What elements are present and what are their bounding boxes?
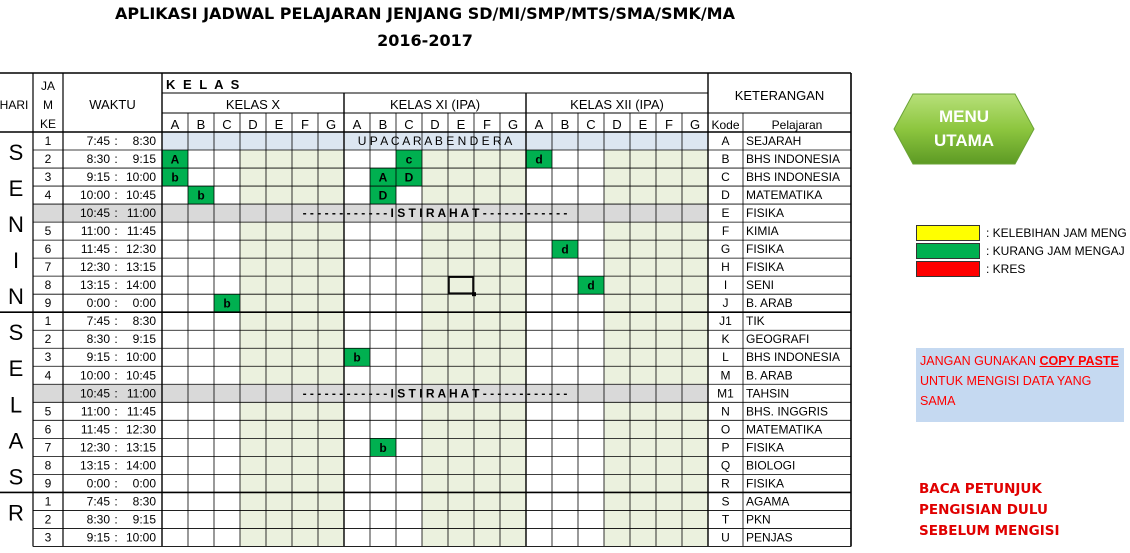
pelajaran-cell: B. ARAB <box>746 296 793 311</box>
waktu-end: 11:45 <box>126 224 156 239</box>
jam-number: 5 <box>44 404 52 419</box>
shaded-column <box>682 132 708 546</box>
pelajaran-cell: B. ARAB <box>746 368 793 383</box>
waktu-start: 10:00 <box>79 188 110 203</box>
day-letter: R <box>8 500 24 526</box>
keterangan-header: KETERANGAN <box>734 88 825 103</box>
day-letter: N <box>8 212 24 238</box>
waktu-start: 10:00 <box>79 368 110 383</box>
subclass-header: D <box>248 117 258 132</box>
kode-cell: E <box>721 206 730 221</box>
subclass-header: F <box>483 117 491 132</box>
subclass-header: E <box>456 117 466 132</box>
waktu-separator: : <box>114 440 118 455</box>
copy-paste-warning <box>916 348 1124 422</box>
shaded-column <box>422 132 448 546</box>
pelajaran-cell: MATEMATIKA <box>746 188 823 203</box>
waktu-separator: : <box>114 170 118 185</box>
jam-number: 5 <box>44 224 52 239</box>
shaded-column <box>318 132 344 546</box>
waktu-end: 13:15 <box>125 440 156 455</box>
kode-header: Kode <box>711 118 740 132</box>
kode-cell: J <box>722 296 729 311</box>
day-letter: S <box>8 464 24 490</box>
break-row-jam <box>33 384 63 402</box>
kode-cell: A <box>721 134 730 148</box>
day-letter: A <box>8 428 24 454</box>
pelajaran-cell: BHS INDONESIA <box>746 170 841 185</box>
day-letter: I <box>12 248 20 274</box>
pelajaran-cell: PKN <box>746 512 771 527</box>
jam-number: 1 <box>44 494 52 509</box>
kode-cell: J1 <box>719 314 732 329</box>
subclass-header: E <box>638 117 648 132</box>
schedule-cell-code: A <box>378 170 388 185</box>
kode-cell: Q <box>720 458 731 473</box>
kelas-header: K E L A S <box>166 77 242 92</box>
subclass-header: A <box>352 117 362 132</box>
kode-cell: M <box>720 368 731 383</box>
shaded-column <box>448 132 474 546</box>
subclass-header: F <box>301 117 309 132</box>
waktu-start: 8:30 <box>86 332 110 347</box>
jam-ke-header: JA <box>40 79 56 93</box>
readme-line2: PENGISIAN DULU <box>919 502 1048 518</box>
waktu-start: 13:15 <box>79 278 110 293</box>
subclass-header: E <box>274 117 284 132</box>
jam-number: 8 <box>44 278 52 293</box>
kelas-group-header: KELAS XII (IPA) <box>570 97 664 112</box>
waktu-end: 0:00 <box>132 476 156 491</box>
day-letter: S <box>8 320 24 346</box>
waktu-start: 11:45 <box>80 422 110 437</box>
waktu-end: 10:45 <box>125 188 156 203</box>
subclass-header: C <box>404 117 414 132</box>
pelajaran-cell: FISIKA <box>746 440 785 455</box>
subclass-header: D <box>430 117 440 132</box>
schedule-cell-code: d <box>535 152 543 167</box>
legend-swatch-yellow <box>916 225 980 241</box>
waktu-end: 10:00 <box>125 530 156 545</box>
waktu-end: 11:45 <box>126 404 156 419</box>
pelajaran-cell: BHS. INGGRIS <box>746 404 829 419</box>
day-letter: S <box>8 140 24 165</box>
pelajaran-cell: FISIKA <box>746 260 785 275</box>
kode-cell: B <box>721 152 730 167</box>
kode-cell: G <box>720 242 731 257</box>
break-row-jam <box>33 204 63 222</box>
waktu-start: 11:00 <box>80 224 110 239</box>
waktu-separator: : <box>114 350 118 365</box>
waktu-end: 9:15 <box>132 512 156 527</box>
waktu-end: 14:00 <box>125 458 156 473</box>
schedule-cell-code: A <box>170 152 180 167</box>
subclass-header: B <box>378 117 388 132</box>
waktu-separator: : <box>114 188 118 203</box>
waktu-end: 10:00 <box>125 170 156 185</box>
waktu-separator: : <box>114 314 118 329</box>
waktu-end: 0:00 <box>132 296 156 311</box>
schedule-cell-code: d <box>587 278 595 293</box>
pelajaran-cell: SENI <box>746 278 775 293</box>
warning-copy-paste: COPY PASTE <box>1039 354 1119 368</box>
legend-label-kres: : KRES <box>986 262 1026 276</box>
jam-number: 6 <box>44 422 52 437</box>
jam-number: 2 <box>44 152 52 167</box>
schedule-cell-code: b <box>353 350 361 365</box>
waktu-end: 9:15 <box>132 332 156 347</box>
kode-cell: I <box>723 278 728 293</box>
jam-number: 3 <box>44 530 52 545</box>
waktu-start: 8:30 <box>86 152 110 167</box>
waktu-separator: : <box>114 152 118 167</box>
warning-line1: JANGAN GUNAKAN <box>920 354 1040 368</box>
schedule-cell-code: c <box>405 152 413 167</box>
subclass-header: C <box>586 117 596 132</box>
waktu-separator: : <box>114 386 118 401</box>
waktu-header: WAKTU <box>89 97 136 112</box>
kode-cell: O <box>720 422 731 437</box>
kode-cell: M1 <box>717 386 734 401</box>
pelajaran-cell: SEJARAH <box>746 134 802 148</box>
waktu-start: 13:15 <box>79 458 110 473</box>
waktu-separator: : <box>114 476 118 491</box>
waktu-separator: : <box>114 242 118 257</box>
subclass-header: G <box>325 117 337 132</box>
waktu-separator: : <box>114 260 118 275</box>
waktu-start: 9:15 <box>86 530 110 545</box>
warning-line3: SAMA <box>920 394 956 408</box>
waktu-start: 0:00 <box>86 476 110 491</box>
fill-handle[interactable] <box>472 292 476 296</box>
kelas-group-header: KELAS XI (IPA) <box>389 97 481 112</box>
shaded-column <box>240 132 266 546</box>
pelajaran-cell: MATEMATIKA <box>746 422 823 437</box>
kode-cell: C <box>721 170 730 185</box>
waktu-end: 11:00 <box>126 386 156 401</box>
waktu-separator: : <box>114 530 118 545</box>
subclass-header: A <box>170 117 180 132</box>
waktu-end: 10:00 <box>125 350 156 365</box>
hari-header: HARI <box>0 98 29 112</box>
waktu-end: 10:45 <box>125 368 156 383</box>
shaded-column <box>656 132 682 546</box>
waktu-start: 7:45 <box>86 314 110 329</box>
pelajaran-cell: FISIKA <box>746 476 785 491</box>
waktu-start: 10:45 <box>79 386 110 401</box>
jam-number: 8 <box>44 458 52 473</box>
schedule-cell-code: b <box>379 440 387 455</box>
pelajaran-cell: BHS INDONESIA <box>746 350 841 365</box>
waktu-separator: : <box>114 296 118 311</box>
shaded-column <box>630 132 656 546</box>
subclass-header: A <box>534 117 544 132</box>
waktu-start: 11:45 <box>80 242 110 257</box>
jam-number: 7 <box>44 440 52 455</box>
menu-label-line2: UTAMA <box>933 131 995 150</box>
day-letter: E <box>8 356 24 382</box>
waktu-end: 12:30 <box>125 242 156 257</box>
waktu-start: 9:15 <box>86 170 110 185</box>
waktu-end: 11:00 <box>126 206 156 221</box>
jam-number: 4 <box>44 368 52 383</box>
schedule-cell-code: b <box>223 296 231 311</box>
jam-number: 4 <box>44 188 52 203</box>
kode-cell: R <box>721 476 730 491</box>
waktu-separator: : <box>114 368 118 383</box>
shaded-column <box>474 132 500 546</box>
schedule-cell-code: b <box>171 170 179 185</box>
waktu-end: 13:15 <box>125 260 156 275</box>
waktu-separator: : <box>114 224 118 239</box>
shaded-column <box>266 132 292 546</box>
kode-cell: T <box>721 512 730 527</box>
kode-cell: N <box>721 404 730 419</box>
jam-number: 6 <box>44 242 52 257</box>
waktu-separator: : <box>114 422 118 437</box>
jam-number: 3 <box>44 170 52 185</box>
jam-number: 9 <box>44 476 52 491</box>
kode-cell: P <box>721 440 730 455</box>
pelajaran-cell: TIK <box>746 314 765 329</box>
day-letter: N <box>8 284 24 310</box>
pelajaran-cell: GEOGRAFI <box>746 332 810 347</box>
readme-line3: SEBELUM MENGISI <box>919 523 1060 539</box>
menu-utama-button[interactable] <box>893 93 1035 165</box>
warning-line2: UNTUK MENGISI DATA YANG <box>920 374 1092 388</box>
waktu-start: 8:30 <box>86 512 110 527</box>
kode-cell: K <box>721 332 730 347</box>
waktu-end: 9:15 <box>132 152 156 167</box>
waktu-end: 12:30 <box>125 422 156 437</box>
pelajaran-header: Pelajaran <box>771 118 823 132</box>
pelajaran-cell: FISIKA <box>746 242 785 257</box>
subclass-header: D <box>612 117 622 132</box>
waktu-end: 8:30 <box>132 134 156 148</box>
pelajaran-cell: KIMIA <box>746 224 779 239</box>
app-year: 2016-2017 <box>377 31 473 50</box>
istirahat-label: - - - - - - - - - - - - I S T I R A H A T - - - - - - - - - - - - <box>302 206 568 221</box>
waktu-separator: : <box>114 494 118 509</box>
pelajaran-cell: BIOLOGI <box>746 458 796 473</box>
schedule-cell-code: d <box>561 242 569 257</box>
schedule-grid <box>0 73 851 553</box>
waktu-start: 0:00 <box>86 296 110 311</box>
pelajaran-cell: BHS INDONESIA <box>746 152 841 167</box>
upacara-label: U P A C A R A B E N D E R A <box>357 134 513 148</box>
waktu-separator: : <box>114 512 118 527</box>
waktu-separator: : <box>114 134 118 148</box>
waktu-separator: : <box>114 404 118 419</box>
subclass-header: B <box>196 117 206 132</box>
jam-ke-header: M <box>43 98 53 112</box>
shaded-column <box>500 132 526 546</box>
day-letter: E <box>8 176 24 202</box>
subclass-header: G <box>507 117 519 132</box>
schedule-cell-code: D <box>378 188 388 203</box>
shaded-column <box>292 132 318 546</box>
readme-line1: BACA PETUNJUK <box>919 481 1042 497</box>
kode-cell: U <box>721 530 730 545</box>
read-instructions-note <box>919 479 1059 542</box>
pelajaran-cell: FISIKA <box>746 206 785 221</box>
waktu-start: 7:45 <box>86 134 110 148</box>
pelajaran-cell: PENJAS <box>746 530 793 545</box>
waktu-separator: : <box>114 332 118 347</box>
waktu-start: 12:30 <box>79 260 110 275</box>
kelas-group-header: KELAS X <box>225 97 281 112</box>
day-letter: L <box>9 392 23 418</box>
menu-label-line1: MENU <box>938 107 990 126</box>
jam-number: 1 <box>44 314 52 329</box>
waktu-start: 12:30 <box>79 440 110 455</box>
waktu-start: 11:00 <box>80 404 110 419</box>
jam-number: 7 <box>44 260 52 275</box>
waktu-separator: : <box>114 278 118 293</box>
schedule-cell-code: D <box>404 170 414 185</box>
legend-label-kurang: : KURANG JAM MENGAJ <box>986 244 1125 258</box>
pelajaran-cell: AGAMA <box>746 494 790 509</box>
waktu-end: 14:00 <box>125 278 156 293</box>
pelajaran-cell: TAHSIN <box>746 386 790 401</box>
subclass-header: F <box>665 117 673 132</box>
kode-cell: D <box>721 188 730 203</box>
istirahat-label: - - - - - - - - - - - - I S T I R A H A T - - - - - - - - - - - - <box>302 386 568 401</box>
legend-swatch-red <box>916 261 980 277</box>
waktu-start: 10:45 <box>79 206 110 221</box>
legend-swatch-green <box>916 243 980 259</box>
subclass-header: C <box>222 117 232 132</box>
jam-number: 9 <box>44 296 52 311</box>
schedule-cell-code: b <box>197 188 205 203</box>
jam-number: 2 <box>44 332 52 347</box>
kode-cell: H <box>721 260 730 275</box>
jam-number: 2 <box>44 512 52 527</box>
jam-number: 1 <box>44 134 52 148</box>
legend-label-kelebihan: : KELEBIHAN JAM MENG <box>986 226 1127 240</box>
kode-cell: S <box>721 494 730 509</box>
waktu-end: 8:30 <box>132 494 156 509</box>
kode-cell: L <box>722 350 729 365</box>
waktu-start: 9:15 <box>86 350 110 365</box>
waktu-start: 7:45 <box>86 494 110 509</box>
subclass-header: G <box>689 117 701 132</box>
app-title: APLIKASI JADWAL PELAJARAN JENJANG SD/MI/SMP/MTS/SMA/SMK/MA <box>115 4 735 23</box>
waktu-end: 8:30 <box>132 314 156 329</box>
kode-cell: F <box>721 224 730 239</box>
waktu-separator: : <box>114 458 118 473</box>
jam-number: 3 <box>44 350 52 365</box>
jam-ke-header: KE <box>39 117 57 131</box>
subclass-header: B <box>560 117 570 132</box>
waktu-separator: : <box>114 206 118 221</box>
shaded-column <box>604 132 630 546</box>
